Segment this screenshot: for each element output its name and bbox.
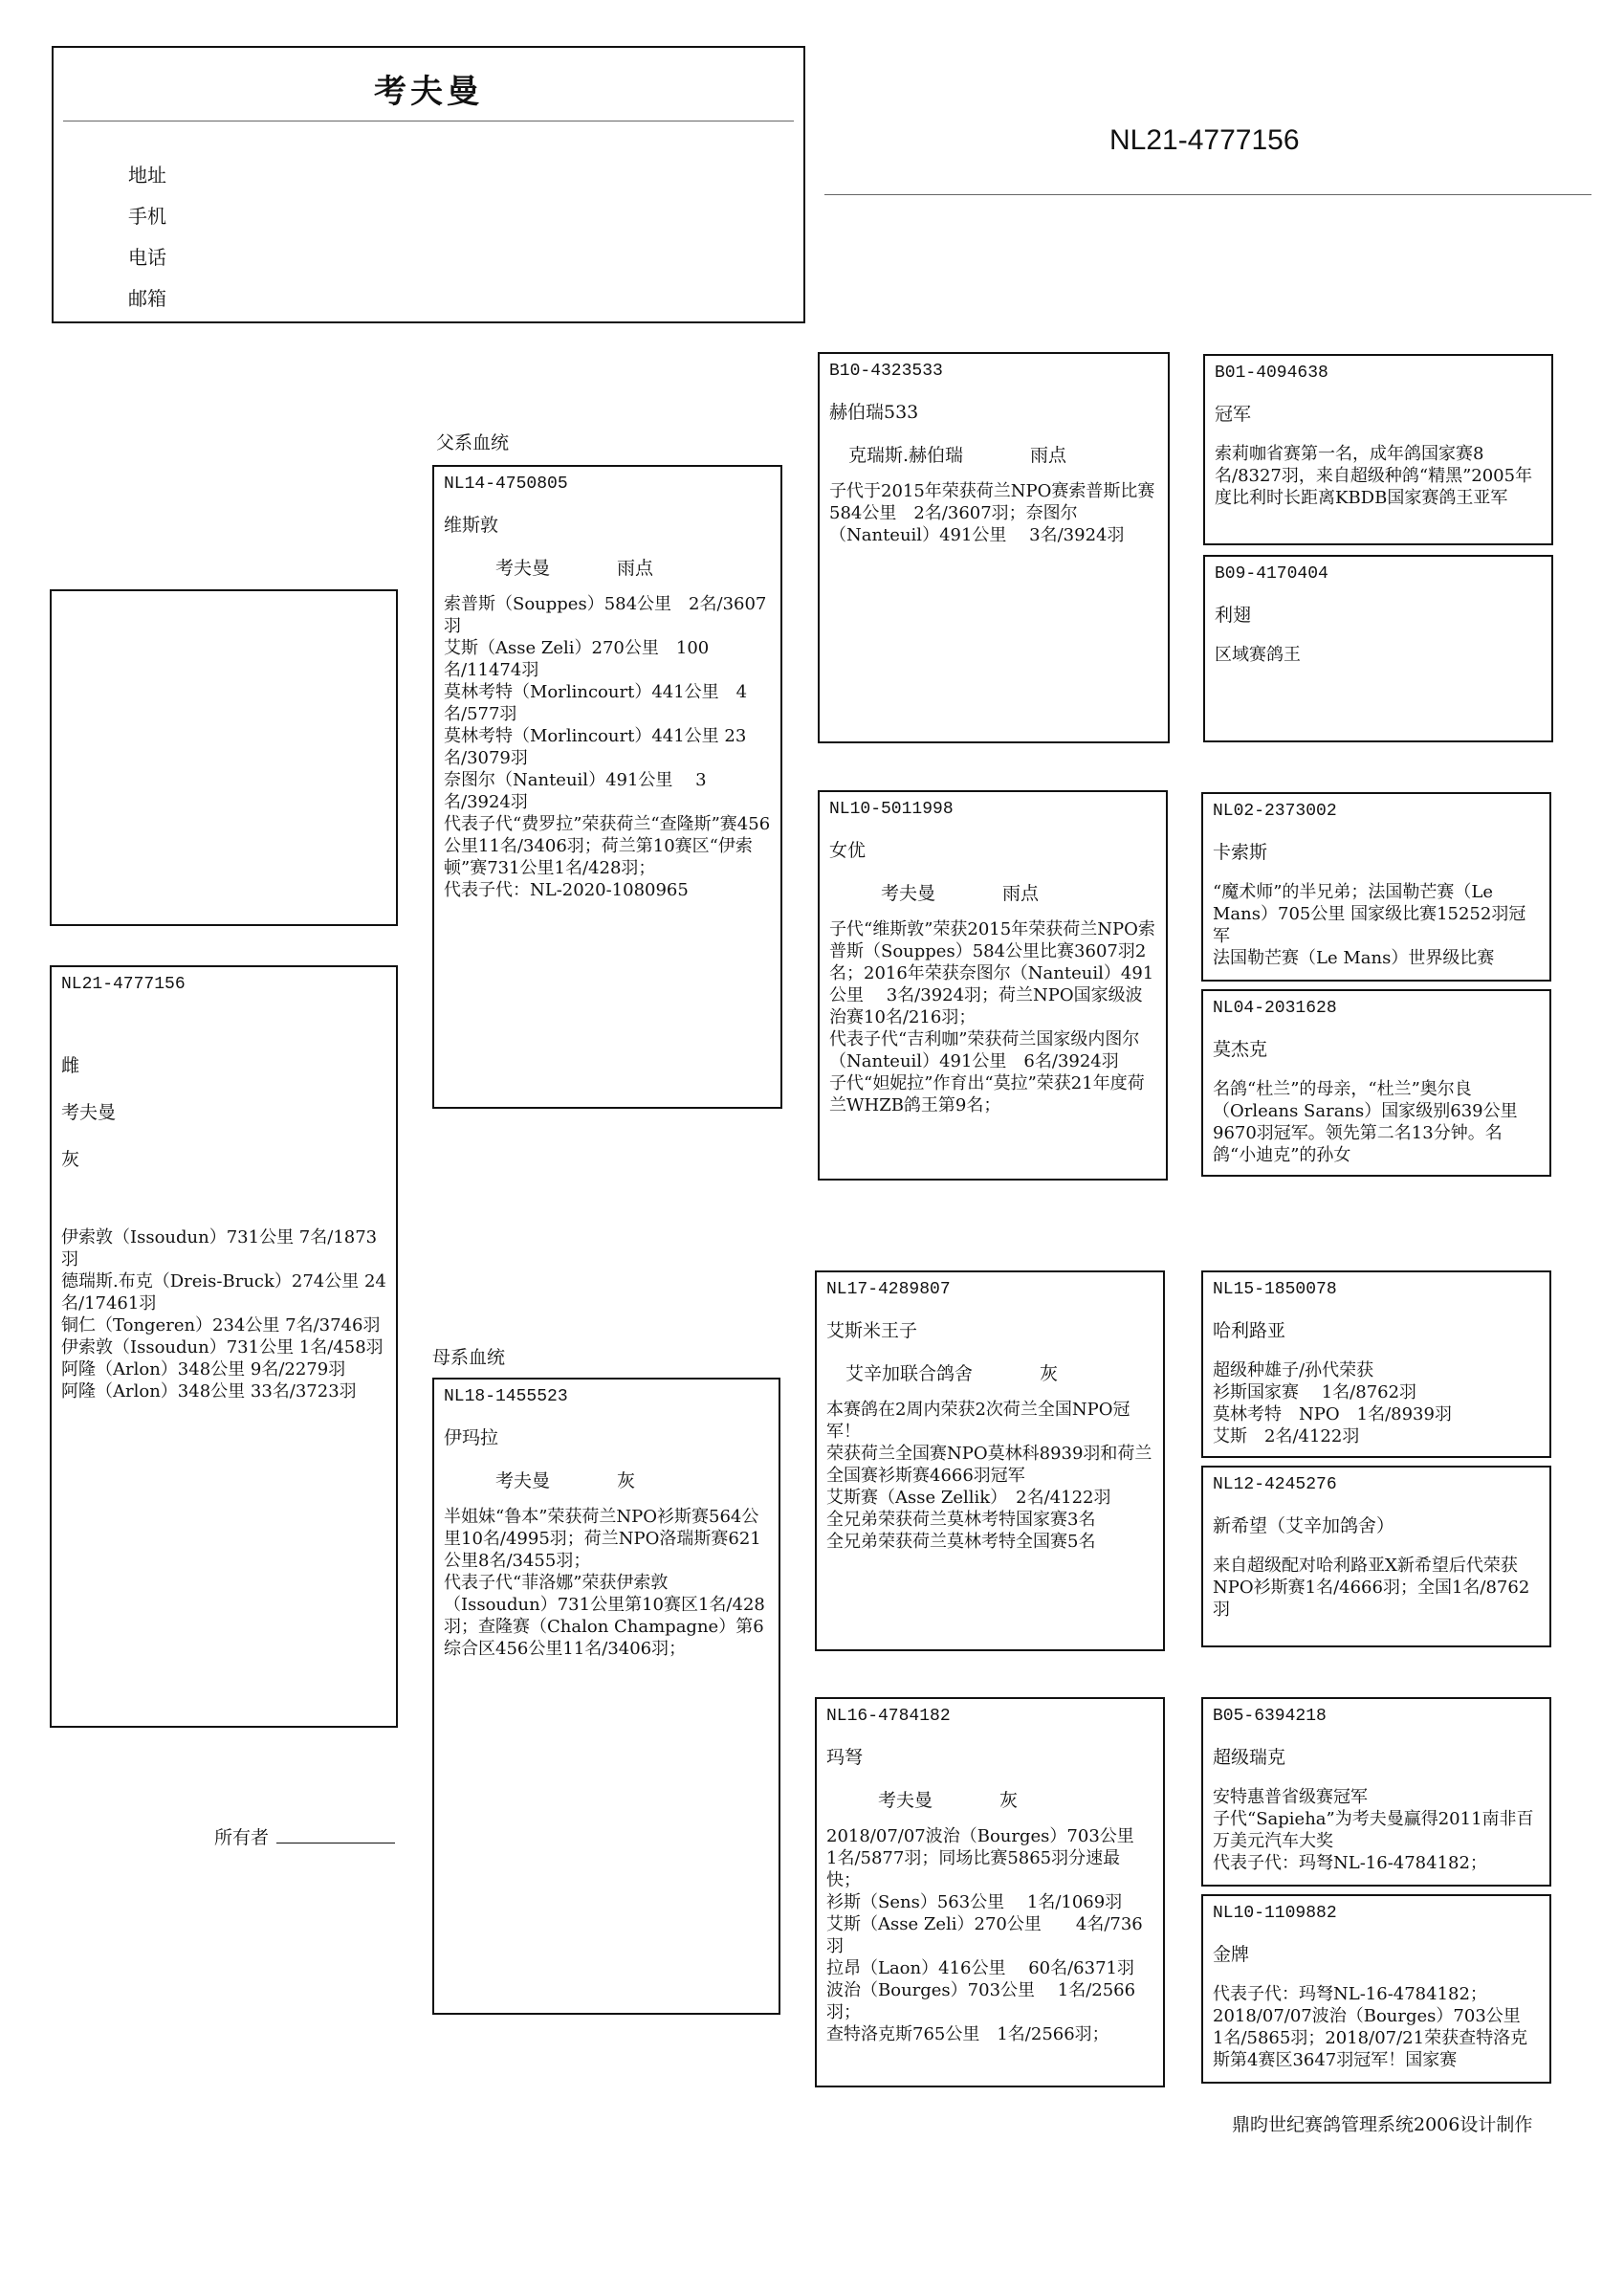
ggp-ddd-notes: 代表子代：玛弩NL-16-4784182； 2018/07/07波治（Bourges）703公里 1名/5865羽；2018/07/21荣获查特洛克斯第4赛区3647羽冠军！国家赛 [1213, 1984, 1528, 2070]
ggp-sss-name: 冠军 [1215, 404, 1252, 425]
mobile-label: 手机 [128, 205, 166, 228]
phone-label: 电话 [128, 246, 166, 269]
dam-sire-box [815, 1270, 1165, 1651]
sire-dam-ring: NL10-5011998 [829, 800, 954, 819]
subject-sex: 雌 [61, 1055, 80, 1076]
sire-dam-notes: 子代“维斯敦”荣获2015年荣获荷兰NPO索普斯（Souppes）584公里比赛3607羽2名；2016年荣获奈图尔（Nanteuil）491公里 3名/3924羽；荷兰NPO国家级波治赛10名/216羽； 代表子代“吉利咖”荣获荷兰国家级内图尔（Nanteuil）491公里 6名/3924羽 子代“妲妮拉”作育出“莫拉”荣获21年度荷兰WHZB鸽王第9名； [829, 919, 1155, 1115]
sire-dam-name: 女优 [829, 840, 867, 861]
ggp-sds-box [1201, 792, 1551, 982]
dam-dam-notes: 2018/07/07波治（Bourges）703公里 1名/5877羽；同场比赛5865羽分速最快； 衫斯（Sens）563公里 1名/1069羽 艾斯（Asse Zeli）270公里 4名/736羽 拉昂（Laon）416公里 60名/6371羽 波治（Bourges）703公里 1名/2566羽； 查特洛克斯765公里 1名/2566羽； [826, 1826, 1143, 2044]
subject-results: 伊索敦（Issoudun）731公里 7名/1873羽 德瑞斯.布克（Dreis-Bruck）274公里 24名/17461羽 铜仁（Tongeren）234公里 7名/3746羽 伊索敦（Issoudun）731公里 1名/458羽 阿隆（Arlon）348公里 9名/2279羽 阿隆（Arlon）348公里 33名/3723羽 [61, 1227, 386, 1402]
subject-color: 灰 [61, 1149, 80, 1170]
dam-dam-box [815, 1697, 1165, 2087]
sire-sire-name: 赫伯瑞533 [829, 402, 919, 423]
sire-ring: NL14-4750805 [444, 475, 568, 494]
dam-dam-ring: NL16-4784182 [826, 1707, 951, 1726]
ggp-dsd-name: 新希望（艾辛加鸽舍） [1213, 1515, 1395, 1536]
header-ring-number: NL21-4777156 [1109, 124, 1300, 156]
ggp-sds-ring: NL02-2373002 [1213, 802, 1337, 821]
sire-sire-ring: B10-4323533 [829, 362, 943, 381]
address-label: 地址 [128, 164, 166, 187]
ggp-dss-ring: NL15-1850078 [1213, 1280, 1337, 1299]
sire-sire-notes: 子代于2015年荣获荷兰NPO赛索普斯比赛584公里 2名/3607羽；奈图尔（Nanteuil）491公里 3名/3924羽 [829, 481, 1155, 545]
sire-color: 雨点 [617, 558, 654, 579]
dam-name: 伊玛拉 [444, 1427, 499, 1448]
sire-owner: 考夫曼 [495, 558, 551, 579]
sire-dam-owner: 考夫曼 [881, 883, 936, 904]
dam-box [432, 1378, 780, 2015]
ggp-sds-notes: “魔术师”的半兄弟；法国勒芒赛（Le Mans）705公里 国家级比赛15252羽冠军 法国勒芒赛（Le Mans）世界级比赛 [1213, 882, 1526, 968]
photo-box [50, 589, 398, 926]
dam-sire-ring: NL17-4289807 [826, 1280, 951, 1299]
sire-line-label: 父系血统 [436, 432, 510, 453]
subject-breeder: 考夫曼 [61, 1102, 117, 1123]
dam-notes: 半姐妹“鲁本”荣获荷兰NPO衫斯赛564公里10名/4995羽；荷兰NPO洛瑞斯赛621公里8名/3455羽； 代表子代“菲洛娜”荣获伊索敦（Issoudun）731公里第10赛区1名/428羽；查隆赛（Chalon Champagne）第6综合区456公里11名/3406羽； [444, 1507, 765, 1659]
owner-name: 考夫曼 [374, 73, 483, 111]
ggp-sss-notes: 索莉咖省赛第一名，成年鸽国家赛8名/8327羽，来自超级种鸽“精黑”2005年度比利时长距离KBDB国家赛鸽王亚军 [1215, 444, 1533, 508]
dam-dam-owner: 考夫曼 [878, 1790, 933, 1811]
contact-fields [128, 155, 166, 320]
owner-label: 所有者 [214, 1827, 270, 1848]
owner-signature [214, 1823, 395, 1849]
dam-dam-color: 灰 [999, 1790, 1019, 1811]
ggp-ddd-box [1201, 1894, 1551, 2084]
dam-sire-color: 灰 [1040, 1363, 1059, 1384]
ggp-ddd-name: 金牌 [1213, 1944, 1250, 1965]
dam-dam-name: 玛弩 [826, 1747, 864, 1768]
subject-ring: NL21-4777156 [61, 975, 186, 994]
dam-sire-notes: 本赛鸽在2周内荣获2次荷兰全国NPO冠军！ 荣获荷兰全国赛NPO莫林科8939羽和荷兰全国赛衫斯赛4666羽冠军 艾斯赛（Asse Zellik） 2名/4122羽 全兄弟荣获荷兰莫林考特国家赛3名 全兄弟荣获荷兰莫林考特全国赛5名 [826, 1400, 1152, 1552]
dam-sire-owner: 艾辛加联合鸽舍 [845, 1363, 974, 1384]
ggp-sds-name: 卡索斯 [1213, 842, 1268, 863]
ggp-sdd-name: 莫杰克 [1213, 1039, 1268, 1060]
dam-line-label: 母系血统 [432, 1347, 506, 1368]
ggp-dds-notes: 安特惠普省级赛冠军 子代“Sapieha”为考夫曼赢得2011南非百万美元汽车大奖 代表子代：玛弩NL-16-4784182； [1213, 1787, 1534, 1873]
ggp-ddd-ring: NL10-1109882 [1213, 1904, 1337, 1923]
email-label: 邮箱 [128, 287, 166, 310]
ggp-dss-name: 哈利路亚 [1213, 1320, 1286, 1341]
ggp-ssd-box [1203, 555, 1553, 742]
ggp-dsd-box [1201, 1466, 1551, 1647]
ggp-sdd-box [1201, 989, 1551, 1177]
sire-box [432, 465, 782, 1109]
ggp-sss-ring: B01-4094638 [1215, 364, 1328, 383]
ggp-ssd-name: 利翅 [1215, 605, 1252, 626]
ggp-dss-box [1201, 1270, 1551, 1458]
sire-sire-color: 雨点 [1030, 445, 1067, 466]
dam-owner: 考夫曼 [495, 1470, 551, 1491]
sire-sire-box [818, 352, 1170, 743]
ggp-sss-box [1203, 354, 1553, 545]
footer-credit: 鼎昀世纪赛鸽管理系统2006设计制作 [1232, 2114, 1533, 2135]
ggp-dds-name: 超级瑞克 [1213, 1747, 1286, 1768]
ggp-dsd-ring: NL12-4245276 [1213, 1475, 1337, 1494]
ggp-dds-box [1201, 1697, 1551, 1887]
sire-dam-box [818, 790, 1168, 1181]
sire-dam-color: 雨点 [1002, 883, 1040, 904]
sire-name: 维斯敦 [444, 515, 499, 536]
ggp-dds-ring: B05-6394218 [1213, 1707, 1327, 1726]
ggp-sdd-notes: 名鸽“杜兰”的母亲，“杜兰”奥尔良（Orleans Sarans）国家级别639公里9670羽冠军。领先第二名13分钟。名鸽“小迪克”的孙女 [1213, 1079, 1518, 1165]
ggp-ssd-notes: 区域赛鸽王 [1215, 645, 1301, 665]
sire-notes: 索普斯（Souppes）584公里 2名/3607羽 艾斯（Asse Zeli）270公里 100名/11474羽 莫林考特（Morlincourt）441公里 4名/577羽 莫林考特（Morlincourt）441公里 23名/3079羽 奈图尔（Nanteuil）491公里 3名/3924羽 代表子代“费罗拉”荣获荷兰“查隆斯”赛456公里11名/3406羽；荷兰第10赛区“伊索顿”赛731公里1名/428羽； 代表子代：NL-2020-1080965 [444, 594, 771, 900]
subject-box [50, 965, 398, 1728]
ggp-sdd-ring: NL04-2031628 [1213, 999, 1337, 1018]
ggp-dsd-notes: 来自超级配对哈利路亚X新希望后代荣获 NPO衫斯赛1名/4666羽；全国1名/8762羽 [1213, 1556, 1530, 1620]
dam-sire-name: 艾斯米王子 [826, 1320, 918, 1341]
dam-color: 灰 [617, 1470, 636, 1491]
ggp-dss-notes: 超级种雄子/孙代荣获 衫斯国家赛 1名/8762羽 莫林考特 NPO 1名/8939羽 艾斯 2名/4122羽 [1213, 1360, 1452, 1446]
owner-header-box [52, 46, 805, 323]
dam-ring: NL18-1455523 [444, 1387, 568, 1406]
ggp-ssd-ring: B09-4170404 [1215, 564, 1328, 584]
sire-sire-owner: 克瑞斯.赫伯瑞 [848, 445, 964, 466]
